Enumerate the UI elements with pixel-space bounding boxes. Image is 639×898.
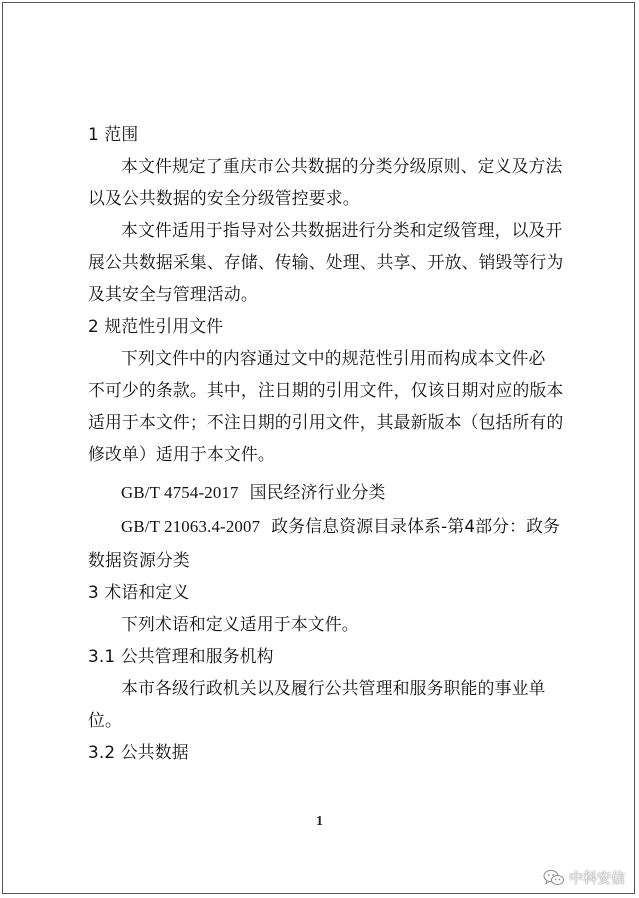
reference-title-continuation: 数据资源分类: [88, 550, 190, 570]
section-1-heading: 1 范围: [88, 124, 139, 144]
section-1-paragraph-1-line-2: 以及公共数据的安全分级管控要求。: [88, 188, 360, 208]
reference-code: GB/T 4754-2017: [121, 483, 239, 502]
section-2-paragraph-line-4: 修改单）适用于本文件。: [88, 444, 275, 464]
reference-item: [88, 476, 563, 510]
section-1-paragraph-2-line-2: 展公共数据采集、存储、传输、处理、共享、开放、销毁等行为: [88, 252, 564, 272]
reference-code: GB/T 21063.4-2007: [121, 517, 261, 536]
document-body: [88, 118, 563, 768]
section-3-heading: 3 术语和定义: [88, 582, 190, 602]
section-3-paragraph: 下列术语和定义适用于本文件。: [121, 614, 359, 634]
section-1-paragraph-1-line-1: 本文件规定了重庆市公共数据的分类分级原则、定义及方法: [121, 156, 563, 176]
section-3-1-body-line-2: 位。: [88, 710, 122, 730]
section-2-heading: 2 规范性引用文件: [88, 316, 224, 336]
section-2-paragraph-line-1: 下列文件中的内容通过文中的规范性引用而构成本文件必: [121, 348, 546, 368]
reference-item: [88, 510, 563, 544]
section-1-paragraph-2-line-3: 及其安全与管理活动。: [88, 284, 258, 304]
watermark: [543, 868, 625, 888]
reference-title: 政务信息资源目录体系-第4部分：政务: [271, 516, 561, 536]
section-3-1-body-line-1: 本市各级行政机关以及履行公共管理和服务职能的事业单: [121, 678, 546, 698]
section-2-paragraph-line-3: 适用于本文件；不注日期的引用文件，其最新版本（包括所有的: [88, 412, 564, 432]
reference-title: 国民经济行业分类: [249, 482, 386, 502]
section-2-paragraph-line-2: 不可少的条款。其中，注日期的引用文件，仅该日期对应的版本: [88, 380, 564, 400]
wechat-icon: [543, 869, 565, 887]
watermark-text: 中科安信: [569, 871, 625, 887]
page-number: 1: [316, 814, 323, 829]
section-3-1-heading: 3.1 公共管理和服务机构: [88, 646, 274, 666]
section-1-paragraph-2-line-1: 本文件适用于指导对公共数据进行分类和定级管理，以及开: [121, 220, 563, 240]
section-3-2-heading: 3.2 公共数据: [88, 742, 189, 762]
